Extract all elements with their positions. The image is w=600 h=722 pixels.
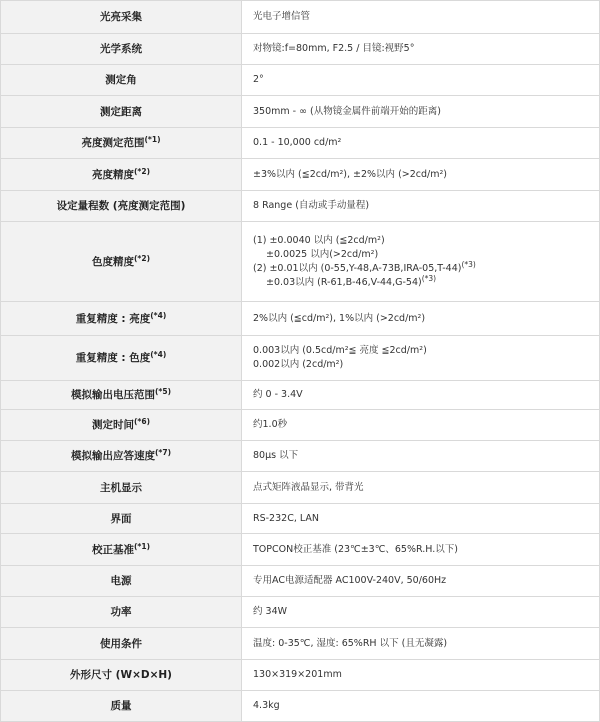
spec-label-cell <box>1 96 242 128</box>
spec-label-cell <box>1 159 242 191</box>
spec-row-weight <box>1 691 600 722</box>
footnote-marker: (*5) <box>155 387 171 396</box>
spec-value-cell <box>242 660 600 691</box>
spec-value-cell <box>242 597 600 628</box>
spec-value-text: 约1.0秒 <box>253 419 288 430</box>
spec-value-text: 130×319×201mm <box>253 669 342 680</box>
spec-label-cell <box>1 34 242 65</box>
spec-label: 主机显示 <box>100 481 142 494</box>
spec-value-cell <box>242 336 600 381</box>
spec-label: 色度精度 <box>92 255 134 268</box>
spec-label: 校正基准 <box>92 543 134 556</box>
spec-value-line <box>253 73 595 87</box>
spec-value-text: 0.002以内 (2cd/m²) <box>253 359 344 370</box>
spec-value-text: ±3%以内 (≦2cd/m²), ±2%以内 (>2cd/m²) <box>253 168 448 180</box>
spec-row-range-setting <box>1 191 600 222</box>
spec-value-text: 350mm - ∞ (从物镜金属件前端开始的距离) <box>253 105 441 117</box>
spec-row-power-consumption <box>1 597 600 628</box>
spec-value-cell <box>242 34 600 65</box>
spec-row-operating-conditions <box>1 628 600 660</box>
spec-value-line <box>253 105 595 119</box>
spec-label-cell <box>1 410 242 441</box>
spec-row-interface <box>1 504 600 534</box>
spec-value-text: 4.3kg <box>253 700 280 711</box>
spec-label-cell <box>1 191 242 222</box>
spec-value-cell <box>242 96 600 128</box>
spec-value-cell <box>242 65 600 96</box>
spec-value-line <box>253 199 595 213</box>
spec-value-line <box>253 637 595 651</box>
spec-value-cell <box>242 534 600 566</box>
spec-label: 测定距离 <box>100 105 142 118</box>
spec-value-text: ±0.03以内 (R-61,B-46,V-44,G-54) <box>266 276 422 288</box>
spec-value-line <box>253 312 595 326</box>
spec-row-power-supply <box>1 566 600 597</box>
footnote-marker: (*6) <box>134 417 150 426</box>
spec-value-text: 80μs 以下 <box>253 450 299 461</box>
spec-value-line <box>253 42 595 56</box>
spec-value-line <box>253 344 595 358</box>
spec-label-cell <box>1 65 242 96</box>
spec-value-line <box>253 481 595 495</box>
spec-label-cell <box>1 222 242 302</box>
spec-label: 重复精度 : 亮度 <box>75 312 151 325</box>
spec-label-cell <box>1 628 242 660</box>
spec-value-line <box>253 168 595 182</box>
spec-value-text: 点式矩阵液晶显示, 带背光 <box>253 481 364 493</box>
spec-row-measuring-angle <box>1 65 600 96</box>
spec-value-text: 专用AC电源适配器 AC100V-240V, 50/60Hz <box>253 575 447 586</box>
spec-label-cell <box>1 691 242 722</box>
spec-label-cell <box>1 660 242 691</box>
spec-label-cell <box>1 302 242 336</box>
spec-value-line <box>253 605 595 619</box>
spec-value-text: 0.1 - 10,000 cd/m² <box>253 137 342 148</box>
spec-label: 重复精度 : 色度 <box>75 352 151 364</box>
footnote-marker: (*4) <box>150 350 167 359</box>
spec-value-cell <box>242 1 600 34</box>
footnote-marker: (*2) <box>134 166 150 176</box>
spec-row-repeatability-chromaticity <box>1 336 600 381</box>
spec-label: 电源 <box>110 575 132 587</box>
spec-value-cell <box>242 441 600 472</box>
spec-label-cell <box>1 381 242 410</box>
spec-label-cell <box>1 441 242 472</box>
footnote-marker: (*2) <box>134 253 150 263</box>
spec-value-line <box>253 543 595 557</box>
spec-value-line <box>253 418 595 432</box>
spec-value-text: 对物镜:f=80mm, F2.5 / 目镜:视野5° <box>253 43 415 54</box>
spec-value-text: TOPCON校正基准 (23℃±3℃、65%R.H.以下) <box>253 543 458 555</box>
spec-value-text: 2%以内 (≦cd/m²), 1%以内 (>2cd/m²) <box>253 312 426 324</box>
spec-label-cell <box>1 566 242 597</box>
spec-value-text: 温度: 0-35℃, 湿度: 65%RH 以下 (且无凝露) <box>253 637 448 649</box>
footnote-marker: (*3) <box>421 273 437 283</box>
spec-value-text: ±0.0025 以内(>2cd/m²) <box>266 248 379 260</box>
spec-row-measuring-distance <box>1 96 600 128</box>
spec-row-luminance-accuracy <box>1 159 600 191</box>
spec-label-cell <box>1 504 242 534</box>
spec-label: 光学系统 <box>100 43 142 55</box>
spec-value-cell <box>242 691 600 722</box>
spec-row-analog-voltage-range <box>1 381 600 410</box>
spec-value-text: 约 0 - 3.4V <box>253 389 303 400</box>
spec-label: 模拟输出应答速度 <box>71 450 155 462</box>
footnote-marker: (*4) <box>150 310 167 320</box>
spec-value-line <box>253 136 595 150</box>
spec-row-main-display <box>1 472 600 504</box>
spec-row-repeatability-luminance <box>1 302 600 336</box>
spec-value-text: 光电子增信管 <box>253 11 311 22</box>
spec-value-cell <box>242 381 600 410</box>
spec-row-luminance-range <box>1 128 600 159</box>
spec-value-cell <box>242 302 600 336</box>
spec-row-calibration-standard <box>1 534 600 566</box>
spec-row-analog-response-speed <box>1 441 600 472</box>
footnote-marker: (*7) <box>155 448 171 457</box>
footnote-marker: (*3) <box>461 259 476 269</box>
spec-value-cell <box>242 191 600 222</box>
spec-label-cell <box>1 1 242 34</box>
spec-value-line <box>253 699 595 713</box>
spec-value-cell <box>242 159 600 191</box>
spec-label: 界面 <box>110 512 132 525</box>
spec-value-cell <box>242 410 600 441</box>
spec-label: 测定角 <box>105 74 137 86</box>
spec-label: 质量 <box>110 700 132 712</box>
spec-value-line <box>253 248 595 262</box>
spec-label: 光亮采集 <box>100 11 142 23</box>
spec-value-cell <box>242 566 600 597</box>
spec-value-text: 约 34W <box>253 606 288 617</box>
footnote-marker: (*1) <box>144 135 161 144</box>
spec-row-dimensions <box>1 660 600 691</box>
spec-value-text: 0.003以内 (0.5cd/m²≦ 亮度 ≦2cd/m²) <box>253 345 427 356</box>
spec-label: 设定量程数 (亮度测定范围) <box>56 200 186 212</box>
spec-value-text: (1) ±0.0040 以内 (≦2cd/m²) <box>253 234 385 246</box>
spec-label-cell <box>1 128 242 159</box>
spec-value-cell <box>242 628 600 660</box>
spec-value-text: 2° <box>253 74 264 85</box>
spec-value-text: 8 Range (自动或手动量程) <box>253 200 370 211</box>
spec-label: 测定时间 <box>92 419 134 431</box>
spec-value-line <box>253 358 595 372</box>
spec-value-line <box>253 273 595 290</box>
spec-label-cell <box>1 472 242 504</box>
spec-table-body <box>1 1 600 722</box>
spec-value-cell <box>242 222 600 302</box>
spec-label: 外形尺寸 (W×D×H) <box>70 669 172 681</box>
spec-row-chromaticity-accuracy <box>1 222 600 302</box>
spec-value-line <box>253 512 595 526</box>
spec-value-cell <box>242 472 600 504</box>
spec-label-cell <box>1 597 242 628</box>
spec-label: 功率 <box>110 606 132 618</box>
spec-value-cell <box>242 128 600 159</box>
spec-value-cell <box>242 504 600 534</box>
spec-label: 亮度测定范围 <box>81 137 145 149</box>
spec-label: 使用条件 <box>100 637 142 650</box>
spec-row-light-collection <box>1 1 600 34</box>
spec-value-line <box>253 668 595 682</box>
spec-label-cell <box>1 534 242 566</box>
spec-label: 模拟输出电压范围 <box>71 389 155 401</box>
spec-label-cell <box>1 336 242 381</box>
spec-row-optical-system <box>1 34 600 65</box>
spec-value-line <box>253 574 595 588</box>
spec-row-measuring-time <box>1 410 600 441</box>
spec-value-line <box>253 388 595 402</box>
spec-value-text: RS-232C, LAN <box>253 512 319 524</box>
spec-value-line <box>253 10 595 24</box>
spec-value-line <box>253 449 595 463</box>
spec-label: 亮度精度 <box>92 168 134 181</box>
footnote-marker: (*1) <box>134 541 150 551</box>
spec-value-line <box>253 234 595 248</box>
spec-value-text: (2) ±0.01以内 (0-55,Y-48,A-73B,IRA-05,T-44) <box>253 262 462 274</box>
